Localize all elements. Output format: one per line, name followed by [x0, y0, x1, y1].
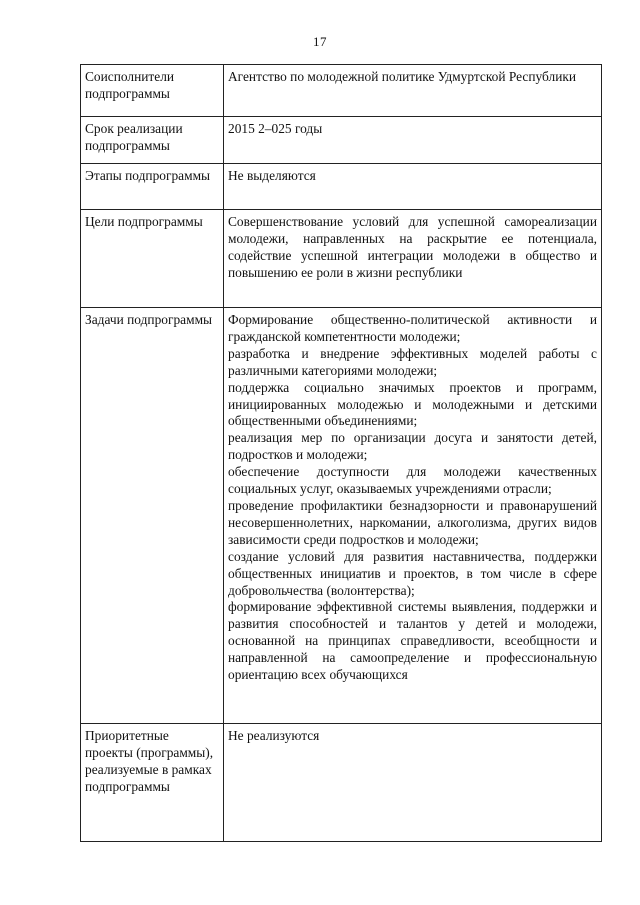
table-row	[81, 65, 602, 117]
row-label-coexecutors: Соисполнители подпрограммы	[81, 65, 224, 117]
table-row	[81, 308, 602, 724]
task-item: создание условий для развития наставничества, поддержки общественных инициатив и проектов, в том числе в сфере добровольчества (волонтерства);	[228, 548, 597, 598]
task-item: проведение профилактики безнадзорности и правонарушений несовершеннолетних, наркомании, алкоголизма, других видов зависимости среди подростков и молодежи;	[228, 497, 597, 547]
table-row	[81, 724, 602, 842]
subprogram-passport-table	[80, 64, 602, 842]
task-item: разработка и внедрение эффективных моделей работы с различными категориями молодежи;	[228, 345, 597, 378]
task-item: Формирование общественно-политической активности и гражданской компетентности молодежи;	[228, 312, 597, 344]
table-row	[81, 210, 602, 308]
task-item: обеспечение доступности для молодежи качественных социальных услуг, оказываемых учреждениями отрасли;	[228, 464, 597, 497]
row-label-stages: Этапы подпрограммы	[81, 164, 224, 210]
table-row	[81, 117, 602, 164]
table-row	[81, 164, 602, 210]
row-value-priority-projects: Не реализуются	[224, 724, 602, 842]
row-label-goals: Цели подпрограммы	[81, 210, 224, 308]
task-item: поддержка социально значимых проектов и программ, инициированных молодежью и молодежными и детскими общественными объединениями;	[228, 379, 597, 429]
row-value-term: 2015 2–025 годы	[224, 117, 602, 164]
page-number: 17	[313, 34, 327, 49]
row-value-goals: Совершенствование условий для успешной самореализации молодежи, направленных на раскрытие ее потенциала, содействие успешной интеграции молодежи в общество и повышению ее роли в жизни республики	[224, 210, 602, 308]
task-item: формирование эффективной системы выявления, поддержки и развития способностей и талантов у детей и молодежи, основанной на принципах справедливости, всеобщности и направленной на самоопределение и профессиональную ориентацию всех обучающихся	[228, 599, 597, 683]
row-value-stages: Не выделяются	[224, 164, 602, 210]
row-label-tasks: Задачи подпрограммы	[81, 308, 224, 724]
row-label-term: Срок реализации подпрограммы	[81, 117, 224, 164]
task-item: реализация мер по организации досуга и занятости детей, подростков и молодежи;	[228, 430, 597, 463]
row-value-coexecutors: Агентство по молодежной политике Удмуртской Республики	[224, 65, 602, 117]
row-label-priority-projects: Приоритетные проекты (программы), реализуемые в рамках подпрограммы	[81, 724, 224, 842]
row-value-tasks	[224, 308, 602, 724]
